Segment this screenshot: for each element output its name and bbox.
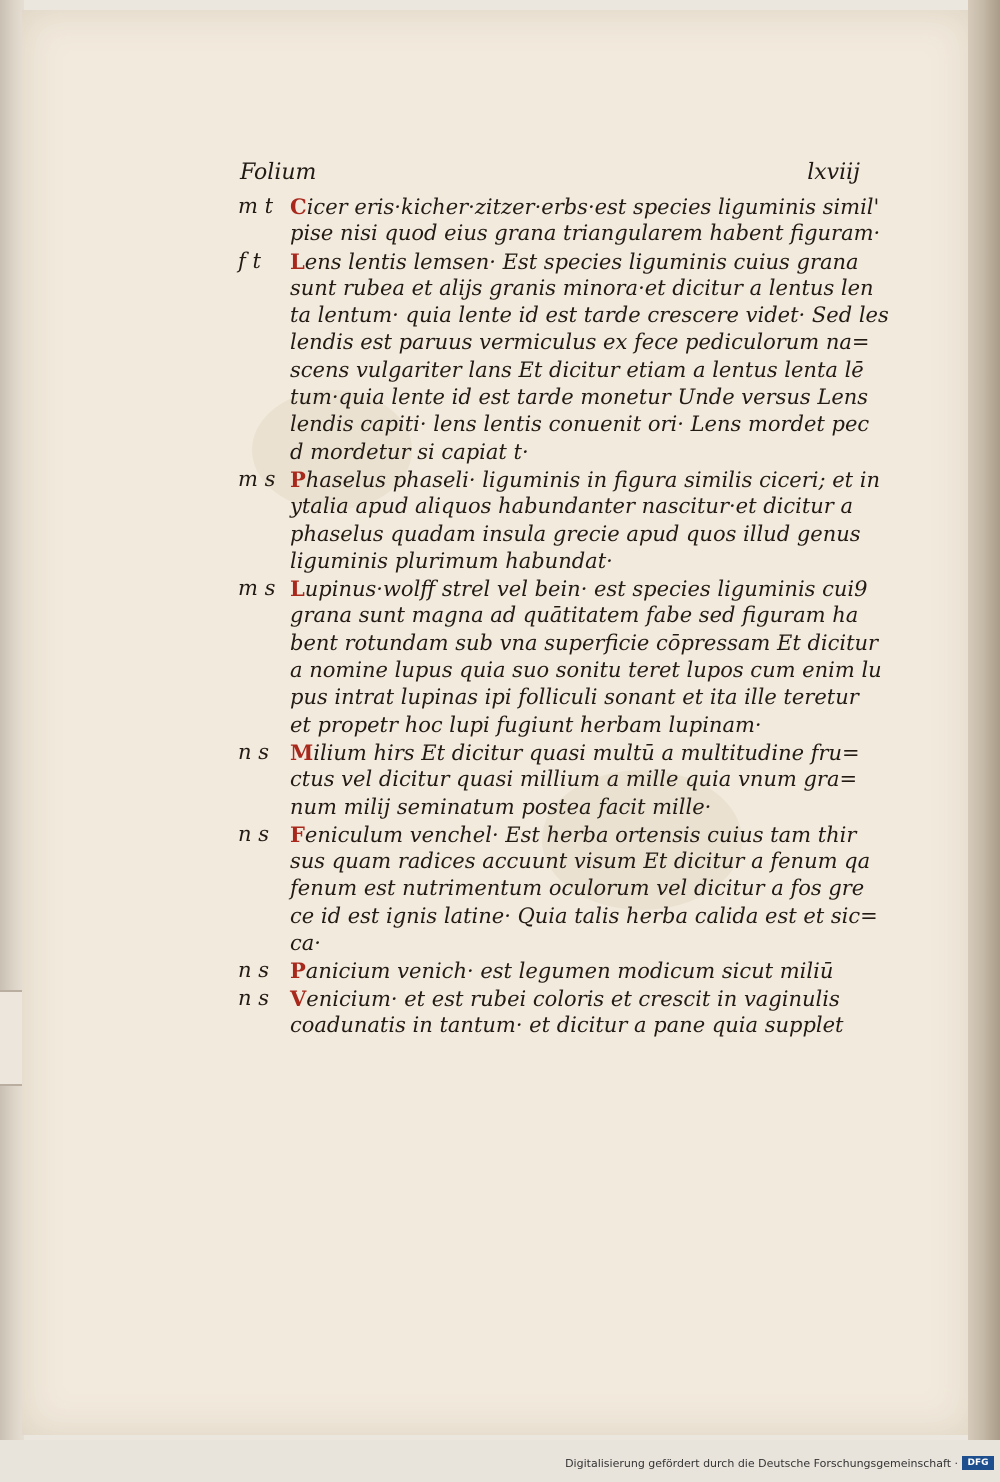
line-body: icer eris·kicher·zitzer·erbs·est species liguminis simil': [306, 195, 880, 219]
line-text: [290, 329, 870, 356]
line-body: ca·: [290, 931, 321, 956]
text-line: [238, 384, 878, 411]
text-line: [238, 985, 878, 1012]
line-body: enicium· et est rubei coloris et crescit in vaginulis: [306, 986, 840, 1011]
text-line: [238, 329, 878, 356]
text-line: [238, 602, 878, 629]
gloss-entry: [238, 466, 881, 575]
line-text: [290, 575, 867, 603]
line-text: [290, 411, 869, 438]
text-line: [238, 848, 878, 875]
running-header: [240, 160, 860, 196]
line-text: [290, 712, 762, 739]
text-line: [238, 357, 878, 384]
digitization-credit: Digitalisierung gefördert durch die Deutsche Forschungsgemeinschaft ·: [565, 1457, 958, 1470]
line-text: [290, 384, 868, 411]
marginal-grammar-note: n s: [238, 821, 269, 846]
marginal-grammar-note: n s: [238, 958, 269, 983]
line-body: liguminis plurimum habundat·: [290, 548, 613, 573]
line-body: ilium hirs Et dicitur quasi multū a multitudine fru=: [313, 740, 860, 765]
text-line: [238, 411, 878, 438]
line-text: [290, 875, 864, 902]
line-text: [290, 684, 859, 711]
text-line: [238, 739, 878, 766]
marginal-grammar-note: m s: [238, 576, 276, 601]
line-text: [290, 439, 529, 466]
text-line: [238, 302, 889, 329]
line-body: phaselus quadam insula grecie apud quos illud genus: [290, 521, 861, 546]
text-line: [238, 684, 878, 711]
line-body: tum·quia lente id est tarde monetur Unde versus Lens: [290, 385, 869, 410]
line-body: grana sunt magna ad quātitatem fabe sed figuram ha: [290, 603, 859, 628]
line-body: ytalia apud aliquos habundanter nascitur·et dicitur a: [290, 494, 854, 519]
gloss-entry: [238, 739, 878, 821]
line-body: a nomine lupus quia suo sonitu teret lupos cum enim lu: [290, 658, 882, 683]
folio-number: lxviij: [807, 160, 860, 185]
line-body: anicium venich· est legumen modicum sicut miliū: [305, 959, 834, 984]
gloss-entry: [238, 821, 878, 957]
rubricated-initial: P: [290, 958, 306, 984]
gloss-entry: [238, 985, 878, 1040]
rubricated-initial: V: [290, 985, 307, 1011]
line-text: [290, 302, 889, 329]
line-body: coadunatis in tantum· et dicitur a pane quia supplet: [290, 1012, 844, 1037]
text-line: [238, 220, 881, 247]
text-line: [238, 493, 878, 520]
line-text: [290, 220, 880, 247]
marginal-grammar-note: f t: [238, 248, 261, 273]
line-body: sus quam radices accuunt visum Et dicitur a fenum qa: [290, 849, 871, 874]
line-text: [290, 1012, 843, 1039]
book-fore-edge: [968, 0, 1000, 1440]
text-line: [238, 657, 882, 684]
line-text: [290, 275, 874, 302]
line-text: [290, 739, 860, 767]
marginal-grammar-note: n s: [238, 985, 269, 1010]
line-text: [290, 903, 878, 930]
line-body: haselus phaseli· liguminis in figura similis ciceri; et in: [305, 467, 881, 492]
line-body: ens lentis lemsen· Est species liguminis cuius grana: [304, 249, 859, 274]
text-line: [238, 875, 878, 902]
line-text: [290, 602, 858, 629]
main-text-column: [238, 193, 889, 1039]
line-body: bent rotundam sub vna superficie cōpressam Et dicitur: [290, 630, 879, 655]
text-line: [238, 193, 878, 220]
rubricated-initial: F: [290, 821, 305, 847]
line-body: lendis est paruus vermiculus ex fece pediculorum na=: [290, 330, 870, 355]
line-body: pus intrat lupinas ipi folliculi sonant et ita ille teretur: [290, 685, 859, 710]
line-body: fenum est nutrimentum oculorum vel dicitur a fos gre: [290, 876, 865, 901]
line-body: et propetr hoc lupi fugiunt herbam lupinam·: [290, 712, 762, 737]
line-text: [290, 248, 859, 276]
line-text: [290, 466, 880, 494]
line-text: [290, 821, 856, 849]
gloss-entry: [238, 248, 889, 466]
text-line: [238, 521, 878, 548]
line-text: [290, 930, 321, 957]
line-body: num milij seminatum postea facit mille·: [290, 794, 712, 819]
text-line: [238, 275, 878, 302]
rubricated-initial: P: [290, 466, 306, 492]
text-line: [238, 575, 878, 602]
dfg-logo: DFG: [962, 1456, 994, 1470]
line-text: [290, 521, 861, 548]
text-line: [238, 903, 878, 930]
line-text: [290, 766, 857, 793]
text-line: [238, 712, 878, 739]
rubricated-initial: L: [290, 248, 305, 274]
text-line: [238, 630, 878, 657]
line-text: [290, 493, 853, 520]
text-line: [238, 548, 878, 575]
line-text: [290, 630, 878, 657]
line-text: [290, 357, 864, 384]
line-text: [290, 193, 879, 221]
text-line: [238, 439, 878, 466]
line-text: [290, 657, 882, 684]
line-body: ce id est ignis latine· Quia talis herba calida est et sic=: [290, 903, 878, 928]
rubricated-initial: L: [290, 576, 305, 602]
gloss-entry: [238, 193, 881, 248]
text-line: [238, 766, 878, 793]
rubricated-initial: C: [290, 194, 307, 219]
text-line: [238, 957, 878, 984]
facing-page-edge: [0, 0, 24, 1482]
marginal-grammar-note: n s: [238, 739, 269, 764]
running-title: Folium: [240, 160, 317, 185]
marginal-grammar-note: m s: [238, 466, 276, 491]
rubricated-initial: M: [290, 739, 314, 765]
text-line: [238, 930, 878, 957]
text-line: [238, 466, 881, 493]
line-body: lendis capiti· lens lentis conuenit ori· Lens mordet pec: [290, 412, 870, 437]
line-text: [290, 794, 711, 821]
line-text: [290, 548, 613, 575]
line-body: d mordetur si capiat t·: [290, 439, 529, 464]
line-body: pise nisi quod eius grana triangularem habent figuram·: [290, 221, 881, 246]
line-body: scens vulgariter lans Et dicitur etiam a lentus lenta lē: [290, 357, 864, 382]
text-line: [238, 248, 878, 275]
text-line: [238, 821, 878, 848]
line-text: [290, 985, 840, 1013]
marginal-grammar-note: m t: [238, 194, 274, 218]
line-body: upinus·wolff strel vel bein· est species liguminis cui9: [304, 577, 868, 602]
line-text: [290, 848, 870, 875]
line-body: sunt rubea et alijs granis minora·et dicitur a lentus len: [290, 275, 874, 300]
line-body: eniculum venchel· Est herba ortensis cuius tam thir: [304, 822, 857, 847]
line-body: ta lentum· quia lente id est tarde crescere videt· Sed les: [290, 303, 889, 328]
text-line: [238, 794, 878, 821]
line-body: ctus vel dicitur quasi millium a mille quia vnum gra=: [290, 767, 858, 792]
gloss-entry: [238, 957, 878, 984]
text-line: [238, 1012, 878, 1039]
gloss-entry: [238, 575, 882, 739]
line-text: [290, 957, 833, 985]
